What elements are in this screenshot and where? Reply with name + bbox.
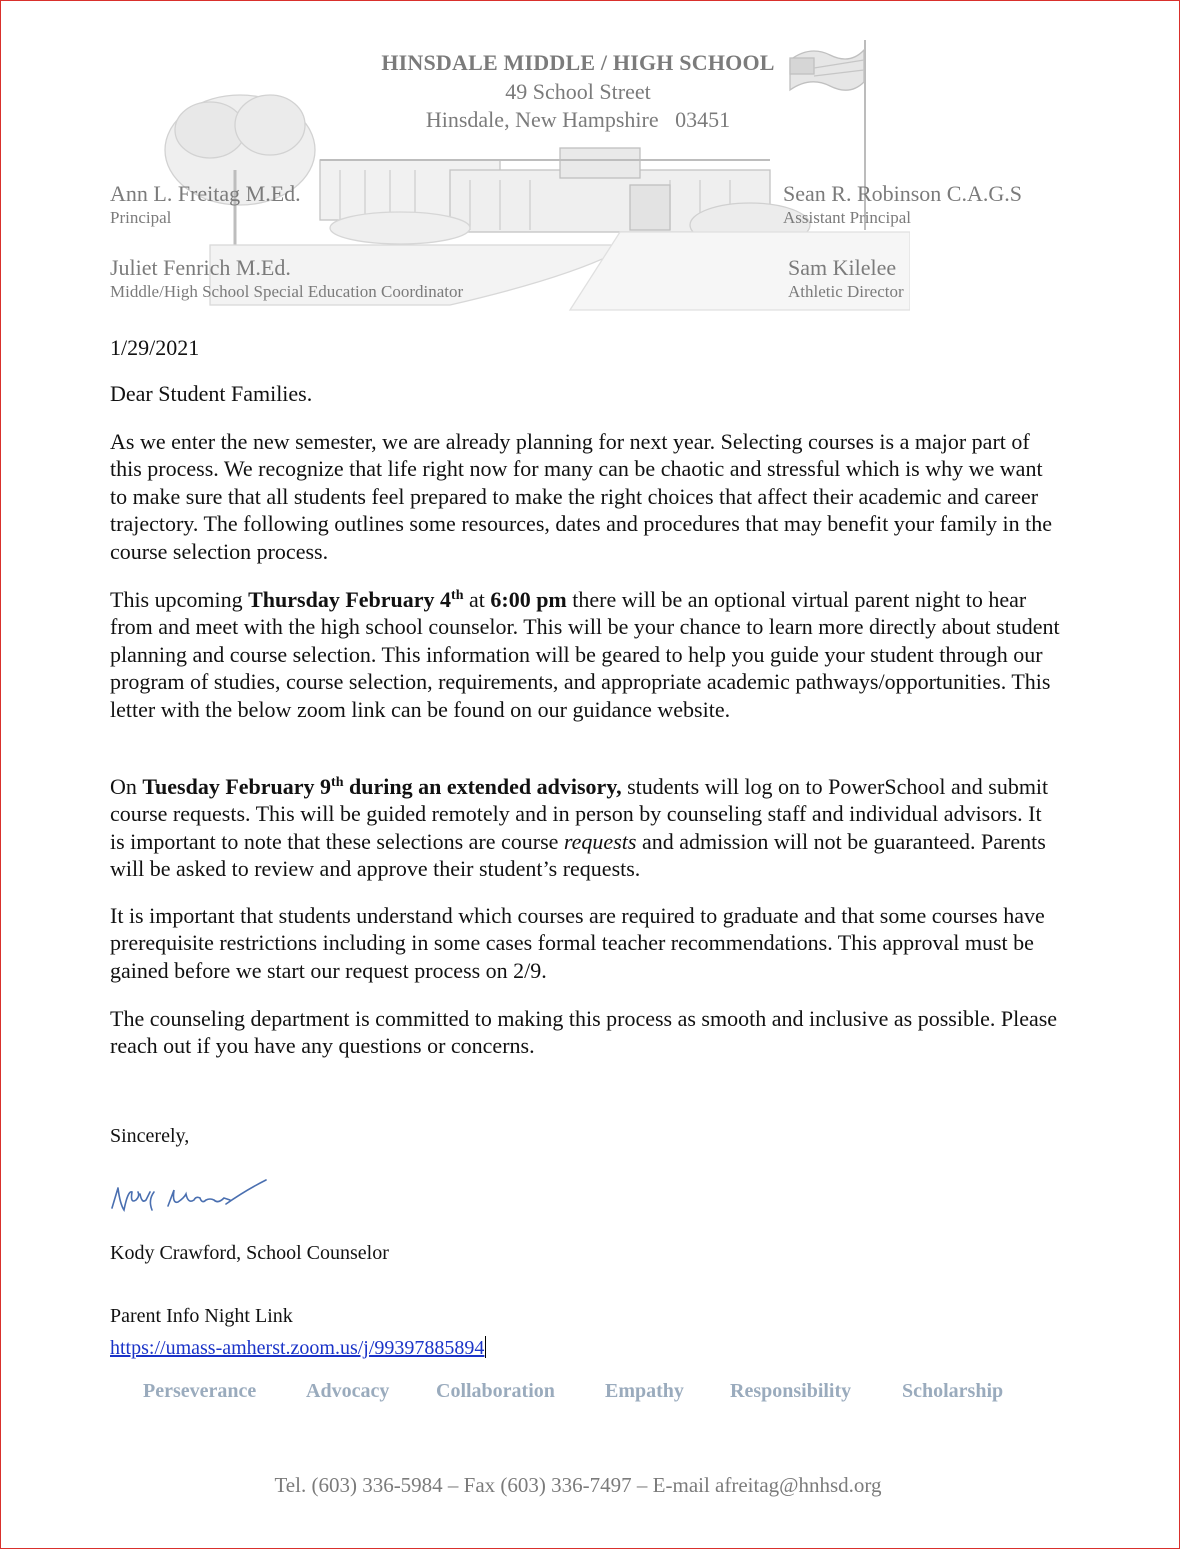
paragraph-intro: As we enter the new semester, we are already planning for next year. Selecting courses is a major part of this process. We recognize that life right now for many can be chaotic and stressful which is why we want to make sure that all students feel prepared to make the right choices that affect their academic and career trajectory. The following outlines some resources, dates and procedures that may benefit your family in the course selection process. [110,429,1053,564]
letter-greeting: Dear Student Families. [110,381,313,406]
emphasis-requests: requests [563,828,637,854]
school-name: HINSDALE MIDDLE / HIGH SCHOOL [381,50,775,75]
staff-title: Middle/High School Special Education Coordinator [110,282,464,301]
staff-name: Sean R. Robinson C.A.G.S [783,181,1022,206]
staff-athletic-director [788,255,904,303]
text-run: at [463,587,491,612]
text-run: This upcoming [110,587,249,612]
advisory-note: during an extended advisory, [343,774,622,799]
zoom-link[interactable]: https://umass-amherst.zoom.us/j/99397885894 [110,1337,485,1359]
event-date: Thursday February 4 [248,587,452,612]
letter-date: 1/29/2021 [110,335,200,360]
paragraph-requirements: It is important that students understand which courses are required to graduate and that some courses have prerequisite restrictions including in some cases formal teacher recommendations. This approval must be gained before we start our request process on 2/9. [110,903,1045,983]
staff-assistant-principal [783,181,1022,229]
school-street: 49 School Street [505,79,651,104]
signer-name: Kody Crawford, School Counselor [110,1242,389,1264]
text-run: On [110,774,143,799]
value-item: Perseverance [143,1380,257,1402]
paragraph-course-requests [110,773,1060,883]
staff-principal [110,181,301,229]
staff-title: Assistant Principal [783,208,911,227]
school-city-state-zip: Hinsdale, New Hampshire 03451 [425,107,731,132]
value-item: Collaboration [436,1380,555,1402]
value-item: Responsibility [730,1380,852,1402]
staff-name: Sam Kilelee [788,255,897,280]
staff-name: Juliet Fenrich M.Ed. [110,255,291,280]
event-time: 6:00 pm [490,587,567,612]
link-label: Parent Info Night Link [110,1305,293,1327]
staff-title: Principal [110,208,172,227]
letter-closing: Sincerely, [110,1125,190,1147]
paragraph-parent-night [110,586,1060,723]
text-run: there will be an optional virtual parent night to hear from and meet with the high school counselor. This will be your chance to learn more directly about student planning and course selection. This information will be geared to help you guide your student through our program of studies, course selection, requirements, and appropriate academic pathways/opportunities. This letter with the below zoom link can be found on our guidance website. [110,587,1060,722]
staff-name: Ann L. Freitag M.Ed. [110,181,301,206]
text-run: students will log on to PowerSchool and submit course requests. This will be guided remotely and in person by counseling staff and individual advisors. It is important to note that these selections are course [110,774,1049,854]
paragraph-closing-note: The counseling department is committed to making this process as smooth and inclusive as possible. Please reach out if you have any questions or concerns. [110,1006,1058,1059]
request-date: Tuesday February 9 [142,774,332,799]
value-item: Scholarship [902,1380,1004,1402]
text-run: and admission will not be guaranteed. Parents will be asked to review and approve their student’s requests. [110,828,1046,882]
ordinal-suffix: th [451,588,464,603]
contact-footer: Tel. (603) 336-5984 – Fax (603) 336-7497 – E-mail afreitag@hnhsd.org [274,1473,882,1497]
ordinal-suffix: th [331,775,344,790]
value-item: Empathy [605,1380,684,1402]
value-item: Advocacy [306,1380,390,1402]
staff-title: Athletic Director [788,282,904,301]
staff-sped-coordinator [110,255,463,303]
handwritten-signature [106,1170,281,1230]
